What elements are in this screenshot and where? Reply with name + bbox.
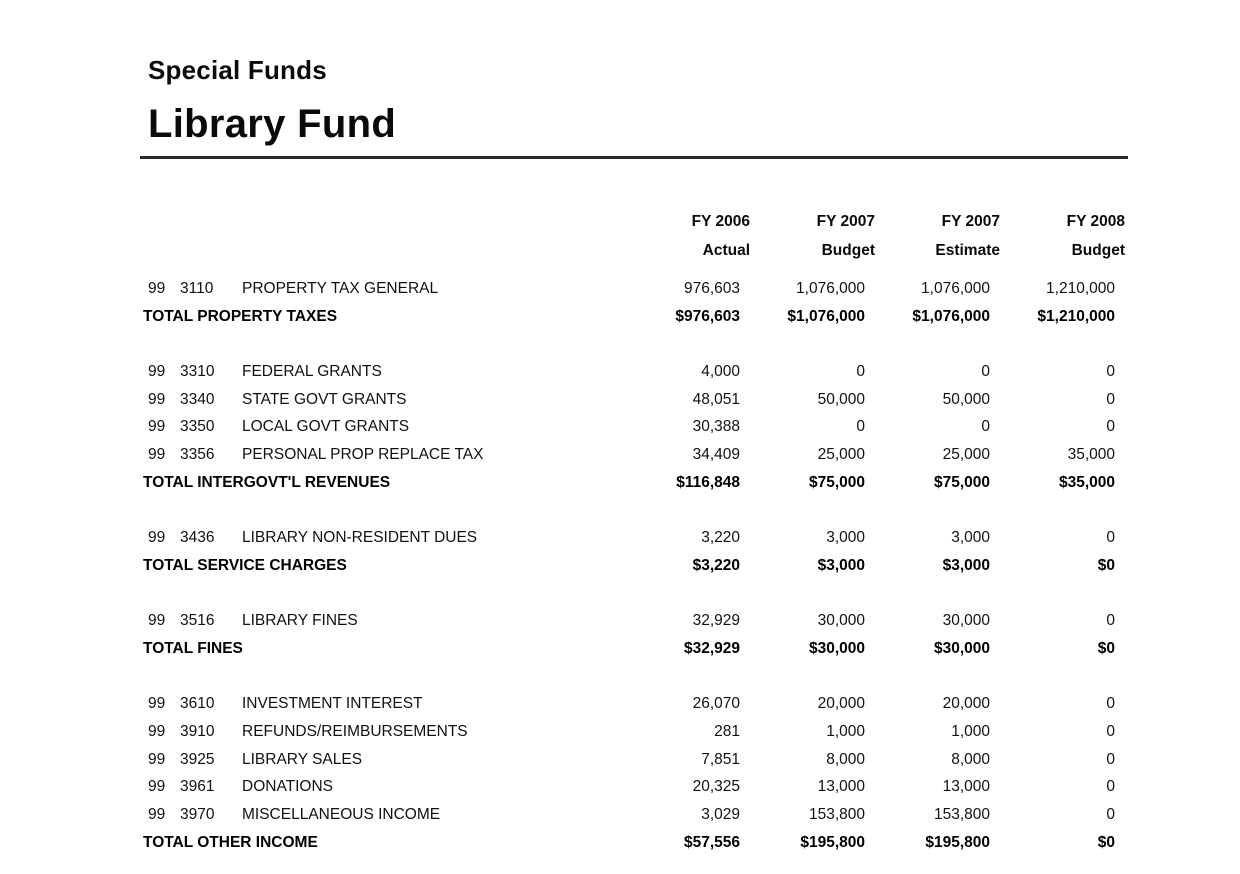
table-row: [148, 358, 1125, 386]
value-fy2007-estimate: 13,000: [942, 778, 990, 796]
section-fines: [143, 607, 1125, 662]
value-fy2006-actual: 32,929: [692, 612, 740, 630]
total-fy2008-budget: $1,210,000: [1037, 307, 1115, 325]
table-row: [148, 607, 1125, 635]
fund-code: 99: [148, 529, 166, 547]
account-label: STATE GOVT GRANTS: [242, 390, 407, 408]
total-fy2007-estimate: $75,000: [933, 473, 990, 491]
table-row: [148, 386, 1125, 414]
value-fy2007-estimate: 3,000: [951, 529, 990, 547]
account-code: 3961: [180, 778, 215, 796]
section-other-income: [143, 690, 1125, 856]
account-code: 3436: [180, 529, 215, 547]
column-header-type: Budget: [821, 241, 875, 259]
value-fy2007-estimate: 30,000: [942, 612, 990, 630]
value-fy2007-estimate: 1,076,000: [921, 279, 990, 297]
account-label: DONATIONS: [242, 778, 333, 796]
total-fy2007-estimate: $1,076,000: [912, 307, 990, 325]
account-code: 3516: [180, 612, 215, 630]
total-row: [143, 303, 1125, 331]
account-code: 3350: [180, 418, 215, 436]
value-fy2007-estimate: 25,000: [942, 446, 990, 464]
value-fy2008-budget: 0: [1106, 418, 1115, 436]
fund-code: 99: [148, 612, 166, 630]
section-title: Special Funds: [148, 55, 327, 85]
value-fy2007-estimate: 20,000: [942, 695, 990, 713]
value-fy2006-actual: 7,851: [701, 750, 740, 768]
table-row: [148, 441, 1125, 469]
total-fy2008-budget: $0: [1097, 639, 1115, 657]
total-fy2006-actual: $3,220: [692, 556, 740, 574]
fund-code: 99: [148, 750, 166, 768]
column-header-fy2006-actual: [625, 207, 750, 265]
total-fy2006-actual: $116,848: [676, 473, 740, 491]
column-header-type: Estimate: [935, 241, 1000, 259]
value-fy2008-budget: 0: [1106, 723, 1115, 741]
value-fy2007-budget: 20,000: [817, 695, 865, 713]
column-header-year: FY 2007: [941, 212, 1000, 230]
value-fy2006-actual: 30,388: [692, 418, 740, 436]
account-code: 3110: [180, 279, 214, 297]
value-fy2006-actual: 3,029: [701, 806, 740, 824]
fund-code: 99: [148, 279, 166, 297]
total-fy2006-actual: $976,603: [675, 307, 740, 325]
total-row: [143, 469, 1125, 497]
account-label: REFUNDS/REIMBURSEMENTS: [242, 723, 468, 741]
account-code: 3610: [180, 695, 215, 713]
total-label: TOTAL INTERGOVT'L REVENUES: [143, 473, 391, 491]
account-code: 3340: [180, 390, 215, 408]
column-header-fy2007-budget: [750, 207, 875, 265]
value-fy2007-budget: 1,076,000: [796, 279, 865, 297]
value-fy2007-estimate: 8,000: [951, 750, 990, 768]
total-fy2008-budget: $0: [1097, 833, 1115, 851]
fund-code: 99: [148, 778, 166, 796]
value-fy2006-actual: 34,409: [692, 446, 740, 464]
value-fy2007-budget: 3,000: [826, 529, 865, 547]
table-row: [148, 690, 1125, 718]
value-fy2007-budget: 0: [856, 362, 865, 380]
total-fy2007-estimate: $3,000: [942, 556, 990, 574]
fund-code: 99: [148, 362, 166, 380]
total-fy2008-budget: $0: [1097, 556, 1115, 574]
account-label: FEDERAL GRANTS: [242, 362, 382, 380]
value-fy2007-budget: 1,000: [826, 723, 865, 741]
section-intergovt-revenues: [143, 358, 1125, 497]
total-row: [143, 635, 1125, 663]
total-row: [143, 829, 1125, 857]
total-fy2008-budget: $35,000: [1058, 473, 1115, 491]
value-fy2008-budget: 0: [1106, 778, 1115, 796]
value-fy2008-budget: 0: [1106, 750, 1115, 768]
value-fy2008-budget: 0: [1106, 612, 1115, 630]
value-fy2006-actual: 48,051: [692, 390, 740, 408]
table-row: [148, 801, 1125, 829]
account-code: 3310: [180, 362, 215, 380]
title-divider: [140, 156, 1128, 159]
value-fy2007-budget: 30,000: [817, 612, 865, 630]
fund-code: 99: [148, 806, 166, 824]
total-label: TOTAL OTHER INCOME: [143, 833, 318, 851]
table-row: [148, 773, 1125, 801]
account-label: PERSONAL PROP REPLACE TAX: [242, 446, 484, 464]
value-fy2006-actual: 281: [714, 723, 740, 741]
total-fy2007-estimate: $195,800: [925, 833, 990, 851]
value-fy2006-actual: 26,070: [692, 695, 740, 713]
value-fy2008-budget: 0: [1106, 390, 1115, 408]
account-label: LIBRARY NON-RESIDENT DUES: [242, 529, 478, 547]
column-header-type: Budget: [1071, 241, 1125, 259]
column-header-fy2007-estimate: [875, 207, 1000, 265]
value-fy2008-budget: 0: [1106, 806, 1115, 824]
total-fy2006-actual: $32,929: [683, 639, 740, 657]
total-label: TOTAL FINES: [143, 639, 243, 657]
fund-code: 99: [148, 723, 166, 741]
page-title: Library Fund: [148, 101, 397, 146]
fund-code: 99: [148, 418, 166, 436]
column-header-year: FY 2007: [816, 212, 875, 230]
total-label: TOTAL SERVICE CHARGES: [143, 556, 347, 574]
table-row: [148, 524, 1125, 552]
value-fy2006-actual: 3,220: [701, 529, 740, 547]
total-label: TOTAL PROPERTY TAXES: [143, 307, 338, 325]
total-fy2007-budget: $1,076,000: [787, 307, 865, 325]
section-service-charges: [143, 524, 1125, 579]
value-fy2007-estimate: 0: [981, 362, 990, 380]
account-code: 3356: [180, 446, 215, 464]
value-fy2007-estimate: 1,000: [951, 723, 990, 741]
value-fy2007-budget: 0: [856, 418, 865, 436]
value-fy2006-actual: 20,325: [692, 778, 740, 796]
value-fy2008-budget: 0: [1106, 695, 1115, 713]
value-fy2008-budget: 0: [1106, 529, 1115, 547]
column-header-type: Actual: [702, 241, 750, 259]
value-fy2006-actual: 976,603: [683, 279, 740, 297]
section-property-taxes: [143, 275, 1125, 330]
column-header-fy2008-budget: [1000, 207, 1125, 265]
value-fy2007-budget: 8,000: [826, 750, 865, 768]
account-code: 3925: [180, 750, 215, 768]
account-label: PROPERTY TAX GENERAL: [242, 279, 439, 297]
total-fy2007-budget: $30,000: [808, 639, 865, 657]
value-fy2007-estimate: 153,800: [933, 806, 990, 824]
total-fy2007-budget: $195,800: [800, 833, 865, 851]
table-row: [148, 746, 1125, 774]
value-fy2007-budget: 25,000: [817, 446, 865, 464]
account-label: LIBRARY FINES: [242, 612, 358, 630]
value-fy2006-actual: 4,000: [701, 362, 740, 380]
total-fy2007-budget: $3,000: [817, 556, 865, 574]
value-fy2007-budget: 13,000: [817, 778, 865, 796]
table-row: [148, 718, 1125, 746]
account-label: MISCELLANEOUS INCOME: [242, 806, 441, 824]
column-header-year: FY 2006: [691, 212, 750, 230]
value-fy2008-budget: 0: [1106, 362, 1115, 380]
fund-code: 99: [148, 446, 166, 464]
value-fy2008-budget: 1,210,000: [1046, 279, 1115, 297]
fund-code: 99: [148, 695, 166, 713]
account-label: INVESTMENT INTEREST: [242, 695, 423, 713]
fund-code: 99: [148, 390, 166, 408]
value-fy2007-estimate: 0: [981, 418, 990, 436]
account-label: LIBRARY SALES: [242, 750, 363, 768]
account-label: LOCAL GOVT GRANTS: [242, 418, 410, 436]
total-row: [143, 552, 1125, 580]
value-fy2008-budget: 35,000: [1067, 446, 1115, 464]
account-code: 3910: [180, 723, 215, 741]
table-header-row: [148, 207, 1125, 265]
total-fy2006-actual: $57,556: [683, 833, 740, 851]
account-code: 3970: [180, 806, 215, 824]
table-row: [148, 413, 1125, 441]
budget-table: [143, 207, 1125, 857]
value-fy2007-budget: 50,000: [817, 390, 865, 408]
value-fy2007-estimate: 50,000: [942, 390, 990, 408]
total-fy2007-estimate: $30,000: [933, 639, 990, 657]
total-fy2007-budget: $75,000: [808, 473, 865, 491]
column-header-year: FY 2008: [1066, 212, 1125, 230]
value-fy2007-budget: 153,800: [808, 806, 865, 824]
table-row: [148, 275, 1125, 303]
